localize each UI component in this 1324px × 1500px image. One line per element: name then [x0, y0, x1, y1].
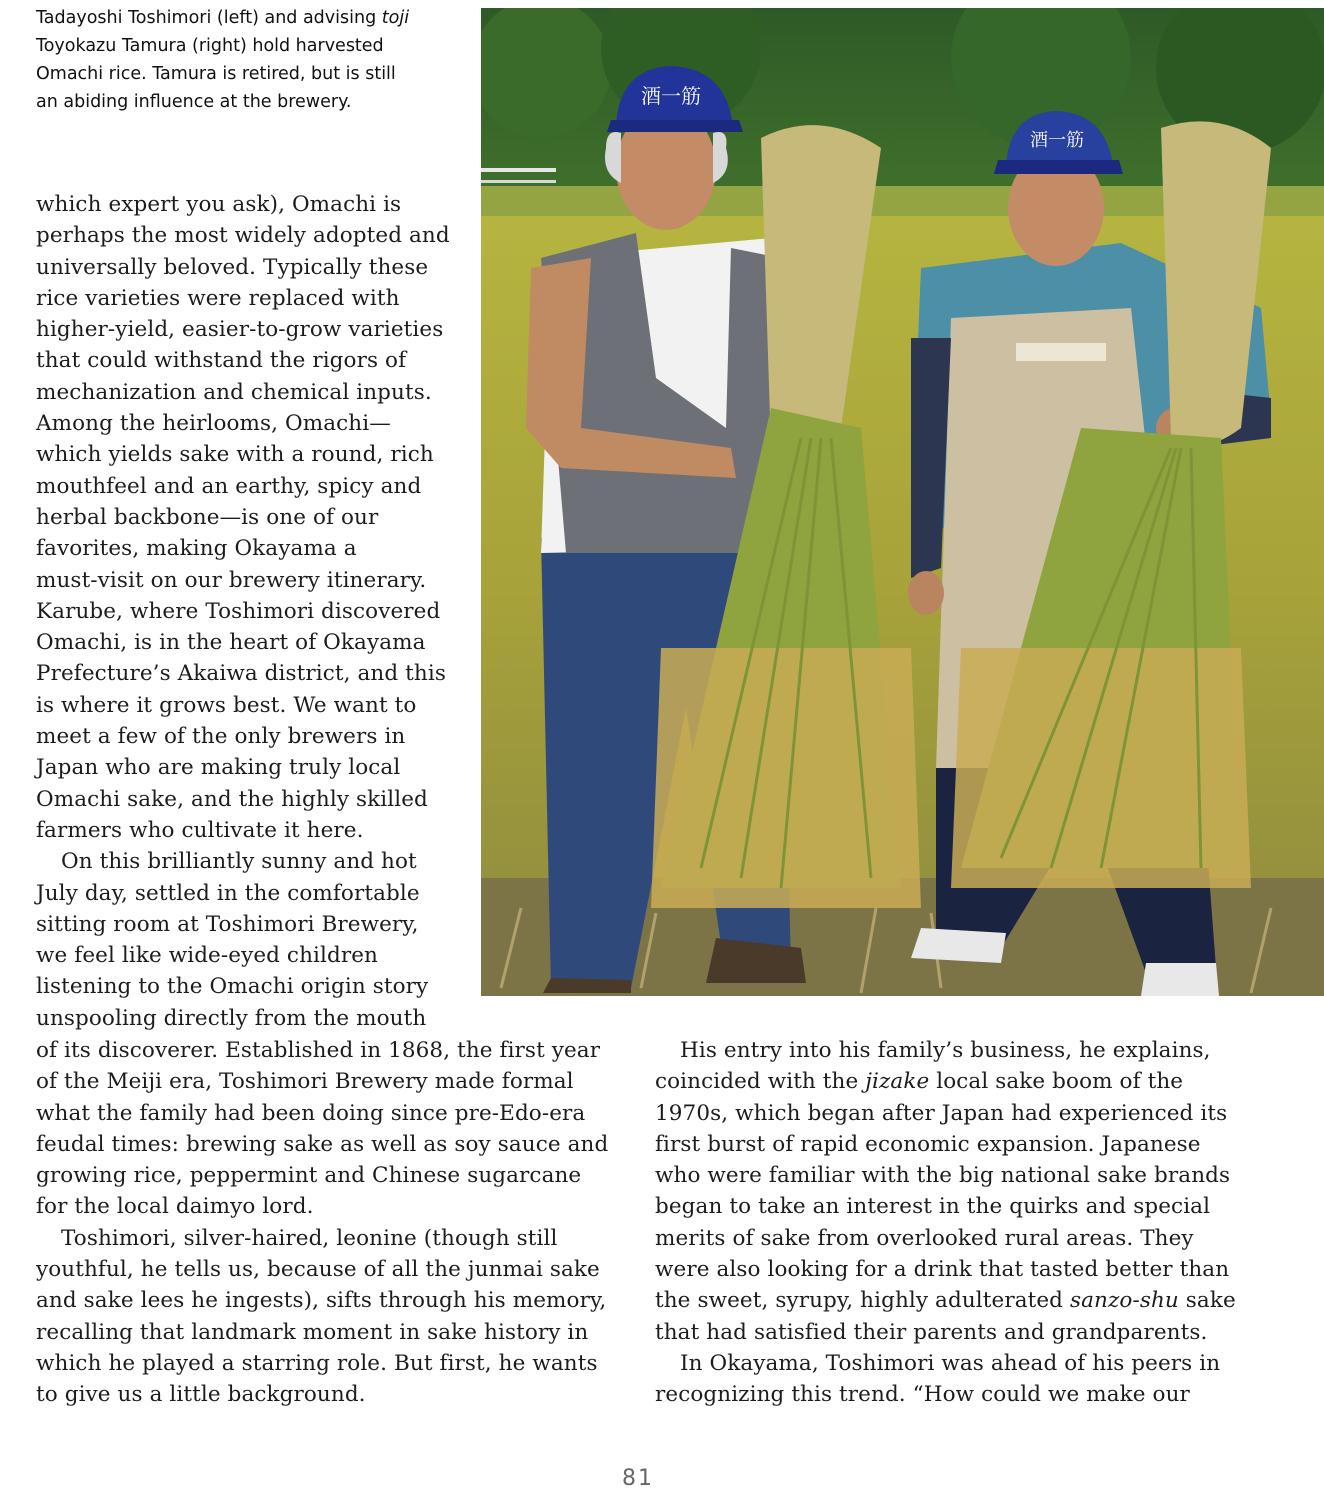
text-line: 1970s, which began after Japan had experienced its — [655, 1100, 1228, 1126]
text-line: what the family had been doing since pre-Edo-era — [36, 1100, 586, 1126]
rice-harvest-illustration — [481, 8, 1324, 996]
text-line: and sake lees he ingests), sifts through his memory, — [36, 1288, 607, 1314]
cap-emblem-left: 酒一筋 — [641, 84, 701, 108]
caption-line-4: an abiding influence at the brewery. — [36, 92, 352, 112]
text-line: Japan who are making truly local — [36, 755, 401, 781]
text-line: sitting room at Toshimori Brewery, — [36, 911, 419, 937]
text-line: Karube, where Toshimori discovered — [36, 598, 441, 624]
page-number: 81 — [622, 1466, 654, 1491]
text-line: July day, settled in the comfortable — [36, 880, 420, 906]
text-line: began to take an interest in the quirks and special — [655, 1194, 1211, 1220]
text-line: Omachi, is in the heart of Okayama — [36, 630, 426, 656]
caption-line-1: Tadayoshi Toshimori (left) and advising toji — [36, 8, 410, 28]
text-line: we feel like wide-eyed children — [36, 943, 378, 969]
text-line-indent: On this brilliantly sunny and hot — [61, 849, 417, 875]
text-line: meet a few of the only brewers in — [36, 724, 406, 750]
text-line-indent: Toshimori, silver-haired, leonine (though still — [61, 1225, 558, 1251]
text-line: Prefecture’s Akaiwa district, and this — [36, 661, 446, 687]
text-line: the sweet, syrupy, highly adulterated sanzo-shu sake — [655, 1288, 1236, 1314]
text-line: merits of sake from overlooked rural areas. They — [655, 1225, 1194, 1251]
text-line: growing rice, peppermint and Chinese sugarcane — [36, 1163, 582, 1189]
body-text-left-bottom — [36, 1035, 626, 1411]
text-line: which he played a starring role. But first, he wants — [36, 1350, 598, 1376]
text-line: of the Meiji era, Toshimori Brewery made formal — [36, 1069, 574, 1095]
caption-line-3: Omachi rice. Tamura is retired, but is still — [36, 64, 396, 84]
text-line: mouthfeel and an earthy, spicy and — [36, 473, 422, 499]
text-line: favorites, making Okayama a — [36, 536, 357, 562]
text-line: that could withstand the rigors of — [36, 348, 407, 374]
text-line: perhaps the most widely adopted and — [36, 223, 450, 249]
farmers-photo — [481, 8, 1324, 996]
text-line: who were familiar with the big national sake brands — [655, 1163, 1231, 1189]
text-line: recalling that landmark moment in sake history in — [36, 1319, 589, 1345]
text-line-indent: His entry into his family’s business, he explains, — [680, 1038, 1211, 1063]
text-line: feudal times: brewing sake as well as soy sauce and — [36, 1131, 609, 1157]
text-line: to give us a little background. — [36, 1382, 366, 1408]
text-line: which expert you ask), Omachi is — [36, 192, 402, 217]
text-line: were also looking for a drink that tasted better than — [655, 1257, 1230, 1283]
text-line: Among the heirlooms, Omachi— — [36, 411, 391, 437]
text-line: mechanization and chemical inputs. — [36, 379, 432, 405]
text-line: of its discoverer. Established in 1868, the first year — [36, 1038, 601, 1063]
text-line: universally beloved. Typically these — [36, 254, 429, 280]
text-line: rice varieties were replaced with — [36, 285, 400, 311]
photo-caption — [36, 4, 466, 116]
text-line-indent: In Okayama, Toshimori was ahead of his peers in — [680, 1350, 1221, 1376]
text-line: youthful, he tells us, because of all the junmai sake — [36, 1257, 600, 1283]
text-line: that had satisfied their parents and grandparents. — [655, 1319, 1208, 1345]
text-line: for the local daimyo lord. — [36, 1194, 314, 1220]
text-line: coincided with the jizake local sake boom of the — [655, 1069, 1184, 1095]
text-line: Omachi sake, and the highly skilled — [36, 786, 428, 812]
cap-emblem-right: 酒一筋 — [1030, 130, 1084, 151]
text-line: unspooling directly from the mouth — [36, 1005, 427, 1031]
text-line: recognizing this trend. “How could we make our — [655, 1382, 1190, 1408]
text-line: is where it grows best. We want to — [36, 692, 417, 718]
text-line: farmers who cultivate it here. — [36, 817, 364, 843]
text-line: which yields sake with a round, rich — [36, 442, 434, 468]
caption-line-2: Toyokazu Tamura (right) hold harvested — [36, 36, 384, 56]
text-line: first burst of rapid economic expansion. Japanese — [655, 1131, 1201, 1157]
text-line: higher-yield, easier-to-grow varieties — [36, 317, 444, 343]
body-text-right — [655, 1035, 1295, 1411]
body-text-left-top — [36, 189, 466, 1034]
text-line: herbal backbone—is one of our — [36, 504, 379, 530]
text-line: must-visit on our brewery itinerary. — [36, 567, 427, 593]
text-line: listening to the Omachi origin story — [36, 974, 429, 1000]
